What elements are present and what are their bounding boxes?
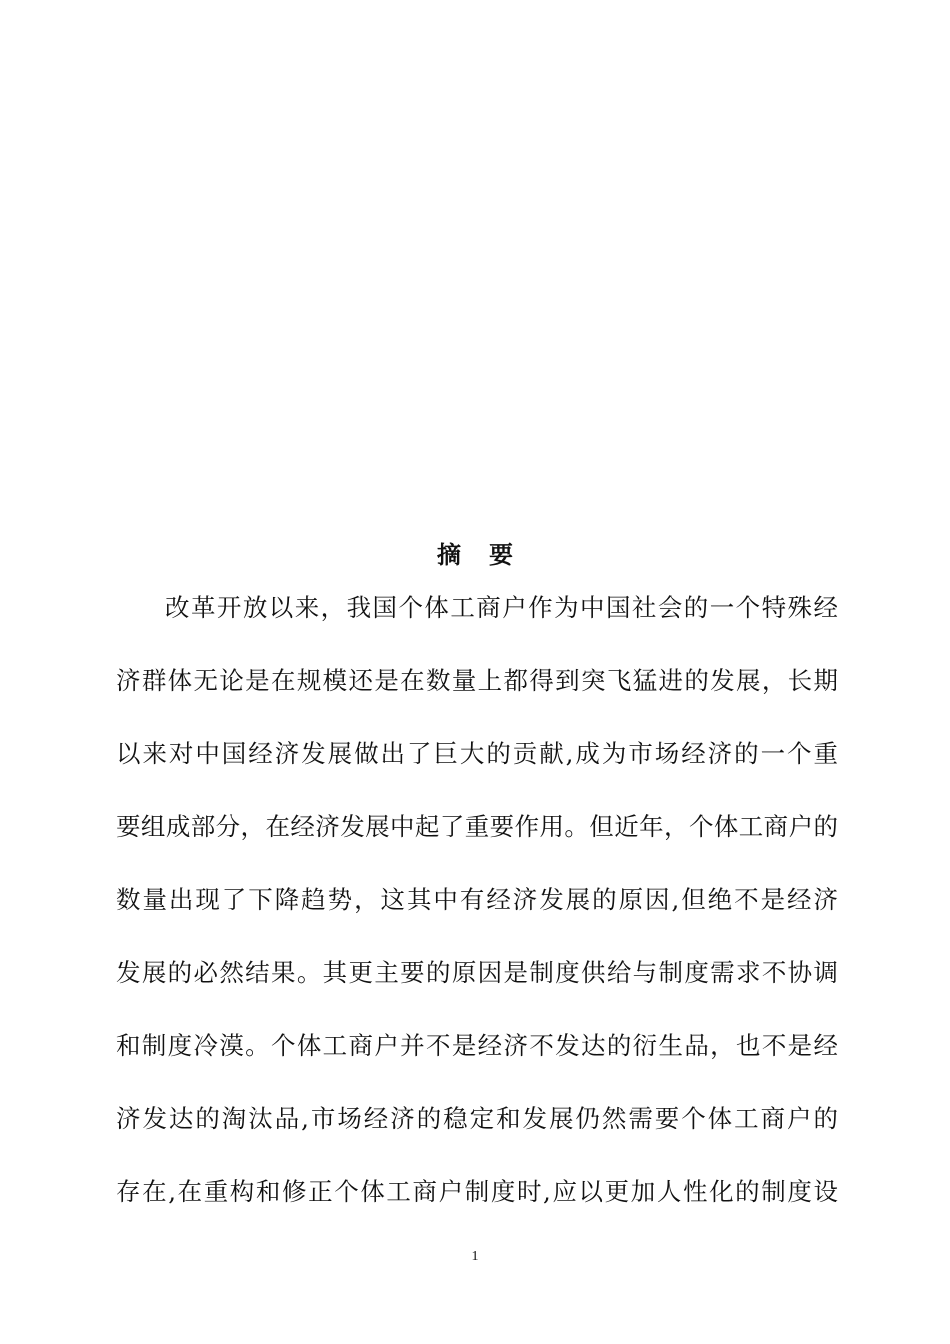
abstract-line-3: 以来对中国经济发展做出了巨大的贡献,成为市场经济的一个重: [116, 739, 838, 768]
abstract-line-9: 存在,在重构和修正个体工商户制度时,应以更加人性化的制度设: [116, 1177, 838, 1206]
abstract-line-8: 济发达的淘汰品,市场经济的稳定和发展仍然需要个体工商户的: [116, 1104, 838, 1133]
abstract-line-5: 数量出现了下降趋势，这其中有经济发展的原因,但绝不是经济: [116, 885, 838, 914]
page-number: 1: [471, 1249, 479, 1264]
abstract-line-2: 济群体无论是在规模还是在数量上都得到突飞猛进的发展，长期: [116, 666, 838, 695]
abstract-line-6: 发展的必然结果。其更主要的原因是制度供给与制度需求不协调: [116, 958, 838, 987]
abstract-title: 摘要: [437, 540, 541, 569]
abstract-body: [116, 588, 838, 1245]
abstract-line-4: 要组成部分，在经济发展中起了重要作用。但近年，个体工商户的: [116, 812, 838, 841]
abstract-line-7: 和制度冷漠。个体工商户并不是经济不发达的衍生品，也不是经: [116, 1031, 838, 1060]
abstract-line-1: 改革开放以来，我国个体工商户作为中国社会的一个特殊经: [165, 593, 838, 622]
